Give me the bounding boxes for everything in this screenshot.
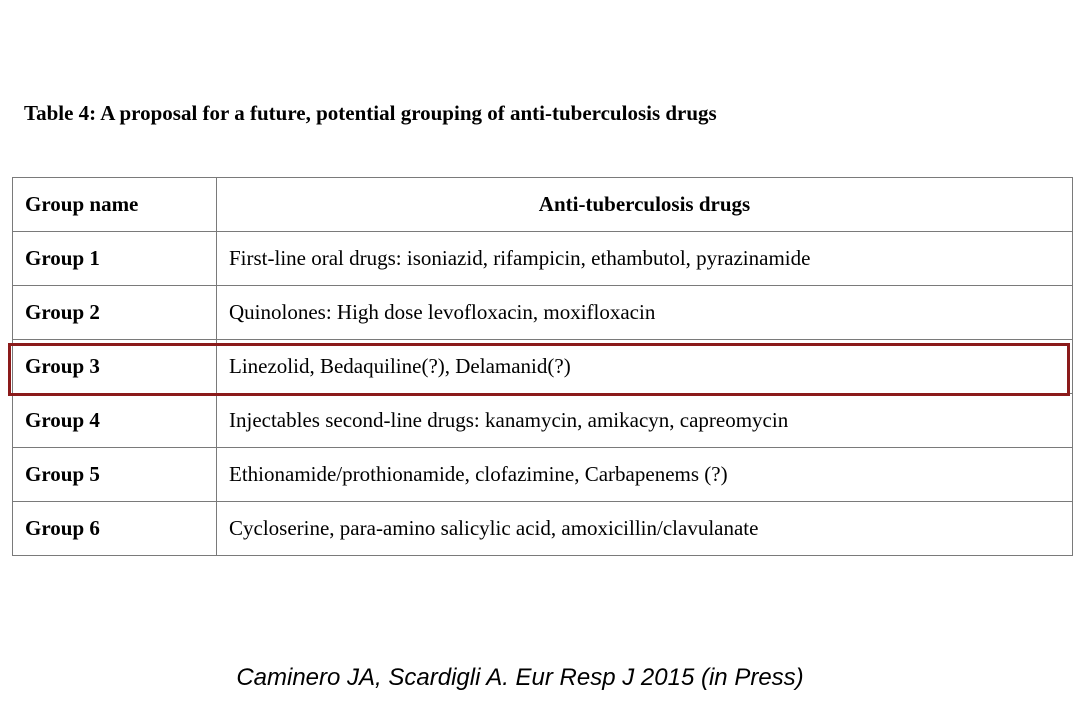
drugs-cell: Quinolones: High dose levofloxacin, moxifloxacin — [217, 286, 1073, 340]
group-name-cell: Group 4 — [13, 394, 217, 448]
drugs-cell: First-line oral drugs: isoniazid, rifampicin, ethambutol, pyrazinamide — [217, 232, 1073, 286]
drugs-cell: Ethionamide/prothionamide, clofazimine, Carbapenems (?) — [217, 448, 1073, 502]
table-header-row — [13, 178, 1073, 232]
table-row-group-2 — [13, 286, 1073, 340]
table-title: Table 4: A proposal for a future, potential grouping of anti-tuberculosis drugs — [24, 101, 717, 125]
drugs-cell: Linezolid, Bedaquiline(?), Delamanid(?) — [217, 340, 1073, 394]
group-name-cell: Group 2 — [13, 286, 217, 340]
group-name-cell: Group 3 — [13, 340, 217, 394]
drugs-cell: Injectables second-line drugs: kanamycin, amikacyn, capreomycin — [217, 394, 1073, 448]
citation: Caminero JA, Scardigli A. Eur Resp J 2015 (in Press) — [236, 664, 804, 691]
table-row-group-3 — [13, 340, 1073, 394]
group-name-cell: Group 6 — [13, 502, 217, 556]
header-group-name: Group name — [13, 178, 217, 232]
drugs-cell: Cycloserine, para-amino salicylic acid, amoxicillin/clavulanate — [217, 502, 1073, 556]
table-row-group-4 — [13, 394, 1073, 448]
header-anti-tuberculosis-drugs: Anti-tuberculosis drugs — [217, 178, 1073, 232]
table-row-group-1 — [13, 232, 1073, 286]
table-row-group-5 — [13, 448, 1073, 502]
table-row-group-6 — [13, 502, 1073, 556]
group-name-cell: Group 1 — [13, 232, 217, 286]
drug-grouping-table — [12, 177, 1073, 556]
group-name-cell: Group 5 — [13, 448, 217, 502]
